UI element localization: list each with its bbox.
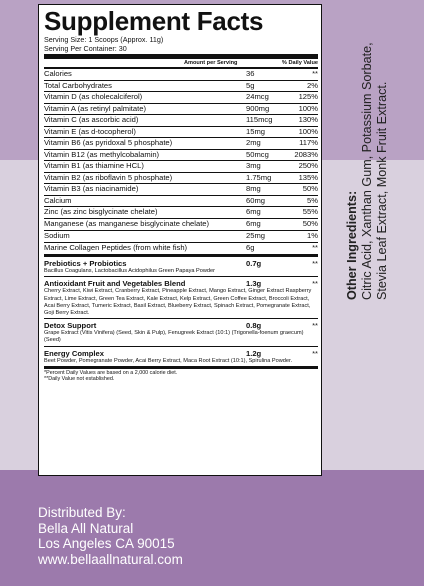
nutrient-dv: 5% <box>307 195 318 205</box>
nutrient-name: Total Carbohydrates <box>44 80 112 90</box>
nutrient-row <box>44 161 318 173</box>
nutrient-name: Manganese (as manganese bisglycinate chelate) <box>44 218 210 228</box>
blend-name: Antioxidant Fruit and Vegetables Blend <box>44 279 186 289</box>
nutrient-name: Vitamin A (as retinyl palmitate) <box>44 103 146 113</box>
nutrient-amount: 24mcg <box>246 92 269 102</box>
nutrient-dv: 125% <box>298 92 318 102</box>
nutrient-amount: 1.75mg <box>246 172 272 182</box>
blend-dv: ** <box>312 279 318 289</box>
nutrient-dv: 250% <box>298 161 318 171</box>
distributor-name: Bella All Natural <box>38 520 134 536</box>
nutrient-row <box>44 207 318 219</box>
blend-dv: ** <box>312 259 318 269</box>
nutrient-amount: 115mcg <box>246 115 273 125</box>
nutrient-name: Calcium <box>44 195 72 205</box>
nutrient-dv: 135% <box>298 172 318 182</box>
blend-header <box>44 349 318 358</box>
nutrient-row <box>44 138 318 150</box>
nutrient-row <box>44 127 318 139</box>
distributor-heading: Distributed By: <box>38 505 126 520</box>
servings-per-container: Serving Per Container: 30 <box>44 43 127 53</box>
other-ingredients-heading: Other Ingredients: <box>345 190 359 300</box>
blend-list <box>44 257 318 367</box>
nutrient-name: Vitamin C (as ascorbic acid) <box>44 115 139 125</box>
nutrient-name: Vitamin B1 (as thiamine HCL) <box>44 161 144 171</box>
nutrient-dv: 2% <box>307 80 318 90</box>
nutrient-row <box>44 104 318 116</box>
nutrient-amount: 36 <box>246 69 255 79</box>
blend-amount: 1.3g <box>246 279 262 289</box>
nutrient-name: Vitamin B3 (as niacinamide) <box>44 184 139 194</box>
dv-header: % Daily Value <box>281 60 318 67</box>
other-ingredients-line: Stevia Leaf Extract, Monk Fruit Extract. <box>375 81 389 300</box>
footnotes <box>44 369 318 383</box>
nutrient-row <box>44 231 318 243</box>
nutrient-name: Marine Collagen Peptides (from white fish) <box>44 242 188 252</box>
blend-header <box>44 279 318 288</box>
nutrient-dv: 1% <box>307 231 318 241</box>
blend-amount: 0.7g <box>246 259 262 269</box>
blend-ingredients: Grape Extract (Vitis Vinifera) (Seed, Skin & Pulp), Fenugreek Extract (10:1) (Trigonella-foenum graecum) (Seed) <box>44 330 304 344</box>
blend-block <box>44 347 318 367</box>
footnote-not-established: **Daily Value not established. <box>44 376 115 383</box>
nutrient-amount: 60mg <box>246 195 265 205</box>
blend-name: Detox Support <box>44 321 97 331</box>
blend-block <box>44 257 318 277</box>
blend-amount: 1.2g <box>246 348 262 358</box>
nutrient-name: Vitamin E (as d-tocopherol) <box>44 126 136 136</box>
nutrient-dv: 55% <box>302 207 318 217</box>
nutrient-name: Calories <box>44 69 72 79</box>
nutrient-row <box>44 150 318 162</box>
nutrient-dv: 2083% <box>294 149 318 159</box>
nutrient-row <box>44 173 318 185</box>
nutrient-dv: ** <box>312 242 318 252</box>
distributor-website[interactable]: www.bellaallnatural.com <box>38 551 183 567</box>
serving-size: Serving Size: 1 Scoops (Approx. 11g) <box>44 35 164 44</box>
panel-title: Supplement Facts <box>44 6 264 36</box>
nutrient-row <box>44 243 318 256</box>
blend-ingredients: Beet Powder, Pomegranate Powder, Acai Berry Extract, Maca Root Extract (10:1), Spirulina Powder. <box>44 357 293 364</box>
nutrient-row <box>44 69 318 81</box>
nutrient-amount: 900mg <box>246 103 270 113</box>
nutrient-name: Vitamin B12 (as methylcobalamin) <box>44 149 160 159</box>
footnote-dv-basis: *Percent Daily Values are based on a 2,000 calorie diet. <box>44 369 178 376</box>
blend-header <box>44 259 318 268</box>
supplement-facts-panel <box>38 4 322 476</box>
nutrient-amount: 6g <box>246 242 255 252</box>
blend-name: Energy Complex <box>44 348 104 358</box>
nutrient-amount: 25mg <box>246 231 265 241</box>
nutrient-row <box>44 92 318 104</box>
nutrient-rows <box>44 69 318 255</box>
nutrient-dv: 100% <box>298 126 318 136</box>
nutrient-amount: 6mg <box>246 207 261 217</box>
nutrient-name: Zinc (as zinc bisglycinate chelate) <box>44 207 158 217</box>
amount-header: Amount per Serving <box>184 60 238 67</box>
column-headers <box>44 59 318 67</box>
nutrient-dv: 130% <box>298 115 318 125</box>
nutrient-amount: 3mg <box>246 161 261 171</box>
other-ingredients-line: Citric Acid, Xanthan Gum, Potassium Sorbate, <box>360 42 374 300</box>
distributor-address: Los Angeles CA 90015 <box>38 536 175 551</box>
blend-dv: ** <box>312 321 318 331</box>
distributor-info <box>38 505 183 567</box>
nutrient-amount: 15mg <box>246 126 265 136</box>
nutrient-row <box>44 184 318 196</box>
blend-ingredients: Cherry Extract, Kiwi Extract, Cranberry Extract, Pineapple Extract, Mango Extract, Ginger Extract Raspberry Extract, Lime Extract, Green Tea Extract, Kale Extract, Kelp Extract, Green Coffee Extract, Broccoli Extract, Acai Berry Extract, Tumeric Extract, Basil Extract, Blueberry Extract, Spinach Extract, Pomegranate Extract, Goji Berry Extract. <box>44 288 312 316</box>
blend-header <box>44 321 318 330</box>
nutrient-name: Vitamin D (as cholecalciferol) <box>44 92 143 102</box>
nutrient-dv: 50% <box>302 184 318 194</box>
nutrient-amount: 50mcg <box>246 149 269 159</box>
nutrient-name: Vitamin B6 (as pyridoxal 5 phosphate) <box>44 138 173 148</box>
nutrient-row <box>44 81 318 93</box>
blend-dv: ** <box>312 348 318 358</box>
blend-amount: 0.8g <box>246 321 262 331</box>
nutrient-name: Vitamin B2 (as riboflavin 5 phosphate) <box>44 172 173 182</box>
nutrient-dv: 50% <box>302 218 318 228</box>
nutrient-dv: 117% <box>299 138 318 148</box>
nutrient-dv: ** <box>312 69 318 79</box>
nutrient-row <box>44 115 318 127</box>
nutrient-amount: 2mg <box>246 138 261 148</box>
blend-block <box>44 319 318 346</box>
nutrient-amount: 8mg <box>246 184 261 194</box>
nutrient-dv: 100% <box>298 103 318 113</box>
nutrient-amount: 5g <box>246 80 255 90</box>
nutrient-amount: 6mg <box>246 218 261 228</box>
blend-name: Prebiotics + Probiotics <box>44 259 127 269</box>
nutrient-name: Sodium <box>44 231 70 241</box>
nutrient-row <box>44 196 318 208</box>
blend-ingredients: Bacillus Coagulans, Lactobacillus Acidophilus Green Papaya Powder <box>44 268 216 275</box>
blend-block <box>44 277 318 319</box>
nutrient-row <box>44 219 318 232</box>
